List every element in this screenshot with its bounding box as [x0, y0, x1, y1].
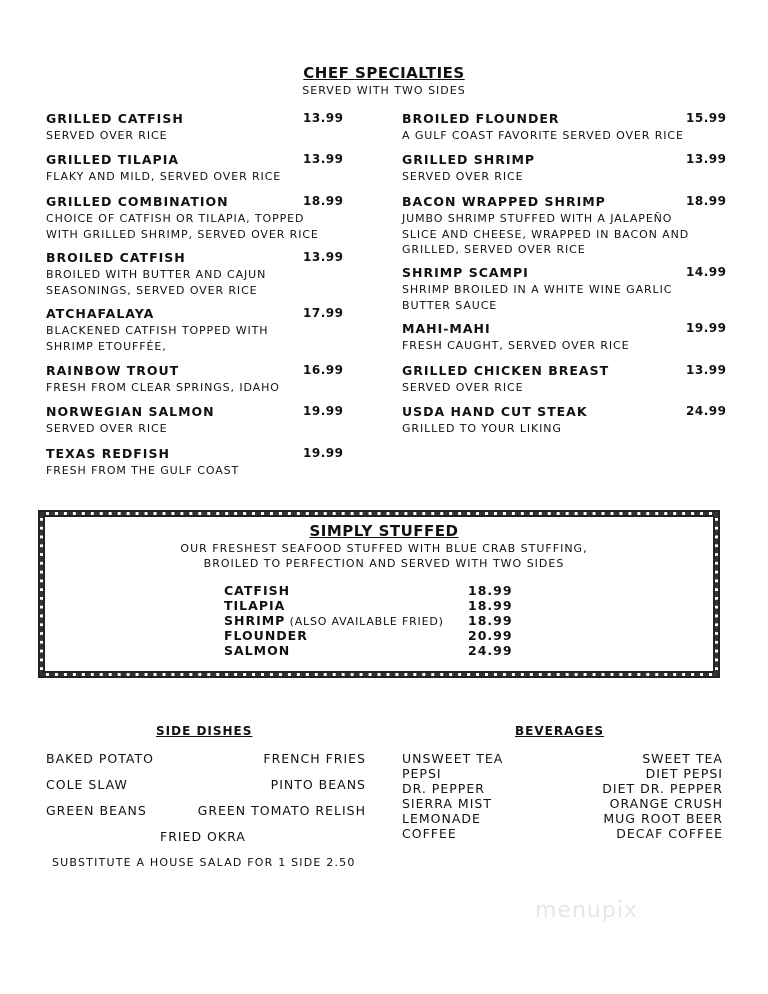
item-description: A GULF COAST FAVORITE SERVED OVER RICE — [402, 129, 684, 142]
specialty-item-left — [46, 404, 344, 437]
item-price: 13.99 — [303, 250, 344, 264]
stuffed-item-name: CATFISH — [224, 583, 291, 598]
item-description: BUTTER SAUCE — [402, 298, 498, 312]
beverage-item-left: LEMONADE — [402, 811, 481, 826]
specialty-item-left — [46, 250, 344, 298]
item-name: BROILED FLOUNDER — [402, 111, 560, 126]
item-name: GRILLED CHICKEN BREAST — [402, 363, 610, 378]
specialty-item-left — [46, 363, 344, 396]
item-price: 13.99 — [303, 111, 344, 125]
stuffed-title: SIMPLY STUFFED — [309, 522, 459, 540]
beverage-item-right: DECAF COFFEE — [616, 826, 723, 841]
beverage-item-right: SWEET TEA — [642, 751, 723, 766]
item-name: NORWEGIAN SALMON — [46, 404, 215, 419]
stuffed-item-note: (ALSO AVAILABLE FRIED) — [285, 615, 444, 628]
stuffed-item-name: FLOUNDER — [224, 628, 308, 643]
specialty-item-right — [402, 194, 727, 258]
side-dish-item: GREEN BEANS — [46, 803, 147, 818]
item-price: 24.99 — [686, 404, 727, 418]
item-description: GRILLED TO YOUR LIKING — [402, 422, 562, 435]
specialty-item-left — [46, 306, 344, 354]
item-price: 13.99 — [686, 363, 727, 377]
beverage-item-left: UNSWEET TEA — [402, 751, 504, 766]
stuffed-line-1: OUR FRESHEST SEAFOOD STUFFED WITH BLUE CRAB STUFFING, — [180, 542, 588, 555]
item-name: MAHI-MAHI — [402, 321, 491, 336]
side-substitute-note: SUBSTITUTE A HOUSE SALAD FOR 1 SIDE 2.50 — [52, 856, 356, 869]
item-price: 19.99 — [303, 446, 344, 460]
item-price: 18.99 — [303, 194, 344, 208]
beverage-item-right: ORANGE CRUSH — [609, 796, 723, 811]
item-description: SERVED OVER RICE — [402, 170, 524, 183]
item-name: BACON WRAPPED SHRIMP — [402, 194, 606, 209]
beverage-item-right: MUG ROOT BEER — [603, 811, 723, 826]
specialty-item-left — [46, 194, 344, 242]
item-description: CHOICE OF CATFISH OR TILAPIA, TOPPED — [46, 212, 305, 225]
item-price: 18.99 — [686, 194, 727, 208]
item-name: USDA HAND CUT STEAK — [402, 404, 588, 419]
beverage-item-left: DR. PEPPER — [402, 781, 485, 796]
item-description: SERVED OVER RICE — [46, 129, 168, 142]
item-description: SERVED OVER RICE — [46, 422, 168, 435]
specialty-item-right — [402, 363, 727, 396]
item-price: 15.99 — [686, 111, 727, 125]
stuffed-item-price: 18.99 — [468, 598, 513, 613]
item-price: 13.99 — [303, 152, 344, 166]
side-dish-item: PINTO BEANS — [270, 777, 366, 792]
beverage-item-right: DIET PEPSI — [645, 766, 723, 781]
item-description: SEASONINGS, SERVED OVER RICE — [46, 283, 258, 297]
stuffed-item-name: TILAPIA — [224, 598, 286, 613]
item-price: 19.99 — [686, 321, 727, 335]
stuffed-item-price: 18.99 — [468, 583, 513, 598]
specialty-item-right — [402, 321, 727, 354]
item-description: FRESH CAUGHT, SERVED OVER RICE — [402, 339, 630, 352]
specialty-item-right — [402, 404, 727, 437]
item-description: WITH GRILLED SHRIMP, SERVED OVER RICE — [46, 227, 319, 241]
specialties-subtitle: SERVED WITH TWO SIDES — [302, 84, 466, 97]
item-name: SHRIMP SCAMPI — [402, 265, 529, 280]
stuffed-item — [224, 613, 514, 628]
side-dish-item: COLE SLAW — [46, 777, 128, 792]
item-price: 16.99 — [303, 363, 344, 377]
item-description: SLICE AND CHEESE, WRAPPED IN BACON AND — [402, 227, 690, 241]
stuffed-item — [224, 628, 514, 643]
stuffed-item-price: 24.99 — [468, 643, 513, 658]
item-description: JUMBO SHRIMP STUFFED WITH A JALAPEÑO — [402, 212, 673, 225]
item-description: FRESH FROM CLEAR SPRINGS, IDAHO — [46, 381, 280, 394]
item-name: GRILLED COMBINATION — [46, 194, 229, 209]
item-description: SERVED OVER RICE — [402, 381, 524, 394]
specialty-item-right — [402, 152, 727, 185]
beverage-item-right: DIET DR. PEPPER — [602, 781, 723, 796]
side-dish-item: FRIED OKRA — [160, 829, 246, 844]
item-description: BROILED WITH BUTTER AND CAJUN — [46, 268, 267, 281]
beverages-title: BEVERAGES — [515, 724, 605, 738]
item-name: GRILLED SHRIMP — [402, 152, 536, 167]
side-dish-item: FRENCH FRIES — [263, 751, 366, 766]
stuffed-line-2: BROILED TO PERFECTION AND SERVED WITH TWO SIDES — [203, 557, 565, 570]
item-price: 19.99 — [303, 404, 344, 418]
stuffed-item-name: SHRIMP — [224, 613, 286, 628]
item-description: FLAKY AND MILD, SERVED OVER RICE — [46, 170, 282, 183]
specialties-title: CHEF SPECIALTIES — [303, 64, 465, 82]
stuffed-item — [224, 598, 514, 613]
side-dishes-title: SIDE DISHES — [156, 724, 253, 738]
beverage-item-left: SIERRA MIST — [402, 796, 492, 811]
item-name: BROILED CATFISH — [46, 250, 186, 265]
item-price: 14.99 — [686, 265, 727, 279]
item-description: GRILLED, SERVED OVER RICE — [402, 243, 586, 256]
item-name: GRILLED CATFISH — [46, 111, 184, 126]
specialty-item-left — [46, 111, 344, 144]
item-description: SHRIMP BROILED IN A WHITE WINE GARLIC — [402, 283, 673, 296]
beverage-item-left: COFFEE — [402, 826, 457, 841]
item-price: 13.99 — [686, 152, 727, 166]
side-dish-item: GREEN TOMATO RELISH — [197, 803, 366, 818]
specialty-item-right — [402, 111, 727, 144]
specialty-item-left — [46, 446, 344, 479]
stuffed-item — [224, 643, 514, 658]
stuffed-item-price: 20.99 — [468, 628, 513, 643]
specialty-item-left — [46, 152, 344, 185]
stuffed-item-price: 18.99 — [468, 613, 513, 628]
side-dish-item: BAKED POTATO — [46, 751, 154, 766]
item-description: BLACKENED CATFISH TOPPED WITH — [46, 324, 269, 337]
item-name: ATCHAFALAYA — [46, 306, 155, 321]
menupix-watermark: menupix — [535, 898, 638, 923]
item-name: RAINBOW TROUT — [46, 363, 180, 378]
stuffed-item-name: SALMON — [224, 643, 291, 658]
item-name: TEXAS REDFISH — [46, 446, 170, 461]
item-description: FRESH FROM THE GULF COAST — [46, 464, 240, 477]
item-price: 17.99 — [303, 306, 344, 320]
beverage-item-left: PEPSI — [402, 766, 442, 781]
specialty-item-right — [402, 265, 727, 313]
item-name: GRILLED TILAPIA — [46, 152, 180, 167]
item-description: SHRIMP ETOUFFÉE, — [46, 339, 167, 353]
stuffed-item — [224, 583, 514, 598]
